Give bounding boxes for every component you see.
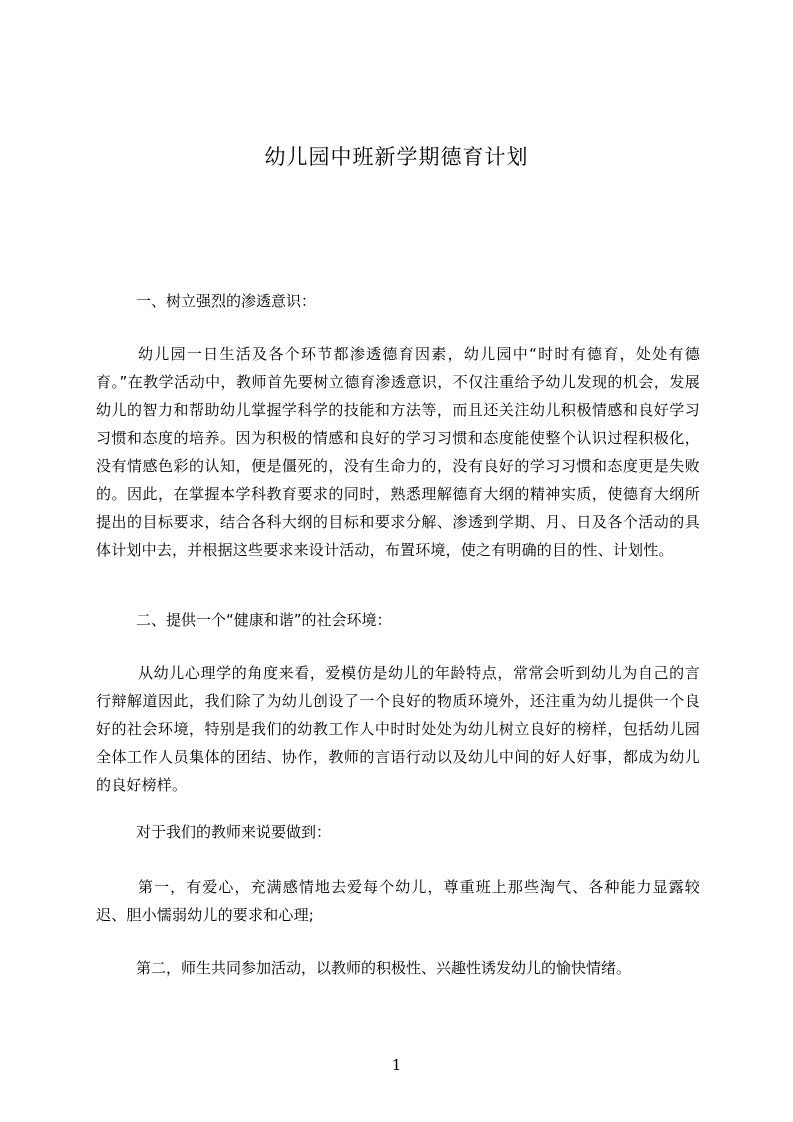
section-paragraph-2: 从幼儿心理学的角度来看，爱模仿是幼儿的年龄特点，常常会听到幼儿为自己的言行辩解道因此，我们除了为幼儿创设了一个良好的物质环境外，还注重为幼儿提供一个良好的社会环境，特别是我们的幼教工作人中时时处处为幼儿树立良好的榜样，包括幼儿园全体工作人员集体的团结、协作，教师的言语行动以及幼儿中间的好人好事，都成为幼儿的良好榜样。	[96, 664, 700, 794]
point-two: 第二，师生共同参加活动，以教师的积极性、兴趣性诱发幼儿的愉快情绪。	[136, 959, 632, 977]
document-title: 幼儿园中班新学期德育计划	[264, 145, 529, 169]
section-heading-2: 二、提供一个“健康和谐”的社会环境：	[136, 611, 392, 629]
section-paragraph-1: 幼儿园一日生活及各个环节都渗透德育因素，幼儿园中“时时有德育，处处有德育。”在教学活动中，教师首先要树立德育渗透意识，不仅注重给予幼儿发现的机会，发展幼儿的智力和帮助幼儿掌握学科学的技能和方法等，而且还关注幼儿积极情感和良好学习习惯和态度的培养。因为积极的情感和良好的学习习惯和态度能使整个认识过程积极化，没有情感色彩的认知，便是僵死的，没有生命力的，没有良好的学习习惯和态度更是失败的。因此，在掌握本学科教育要求的同时，熟悉理解德育大纲的精神实质，使德育大纲所提出的目标要求，结合各科大纲的目标和要求分解、渗透到学期、月、日及各个活动的具体计划中去，并根据这些要求来设计活动，布置环境，使之有明确的目的性、计划性。	[96, 345, 700, 559]
point-one: 第一，有爱心，充满感情地去爱每个幼儿，尊重班上那些淘气、各种能力显露较迟、胆小懦弱幼儿的要求和心理;	[96, 878, 700, 924]
teacher-intro: 对于我们的教师来说要做到：	[136, 823, 332, 841]
page-number: 1	[391, 1056, 402, 1074]
section-heading-1: 一、树立强烈的渗透意识：	[136, 292, 317, 310]
